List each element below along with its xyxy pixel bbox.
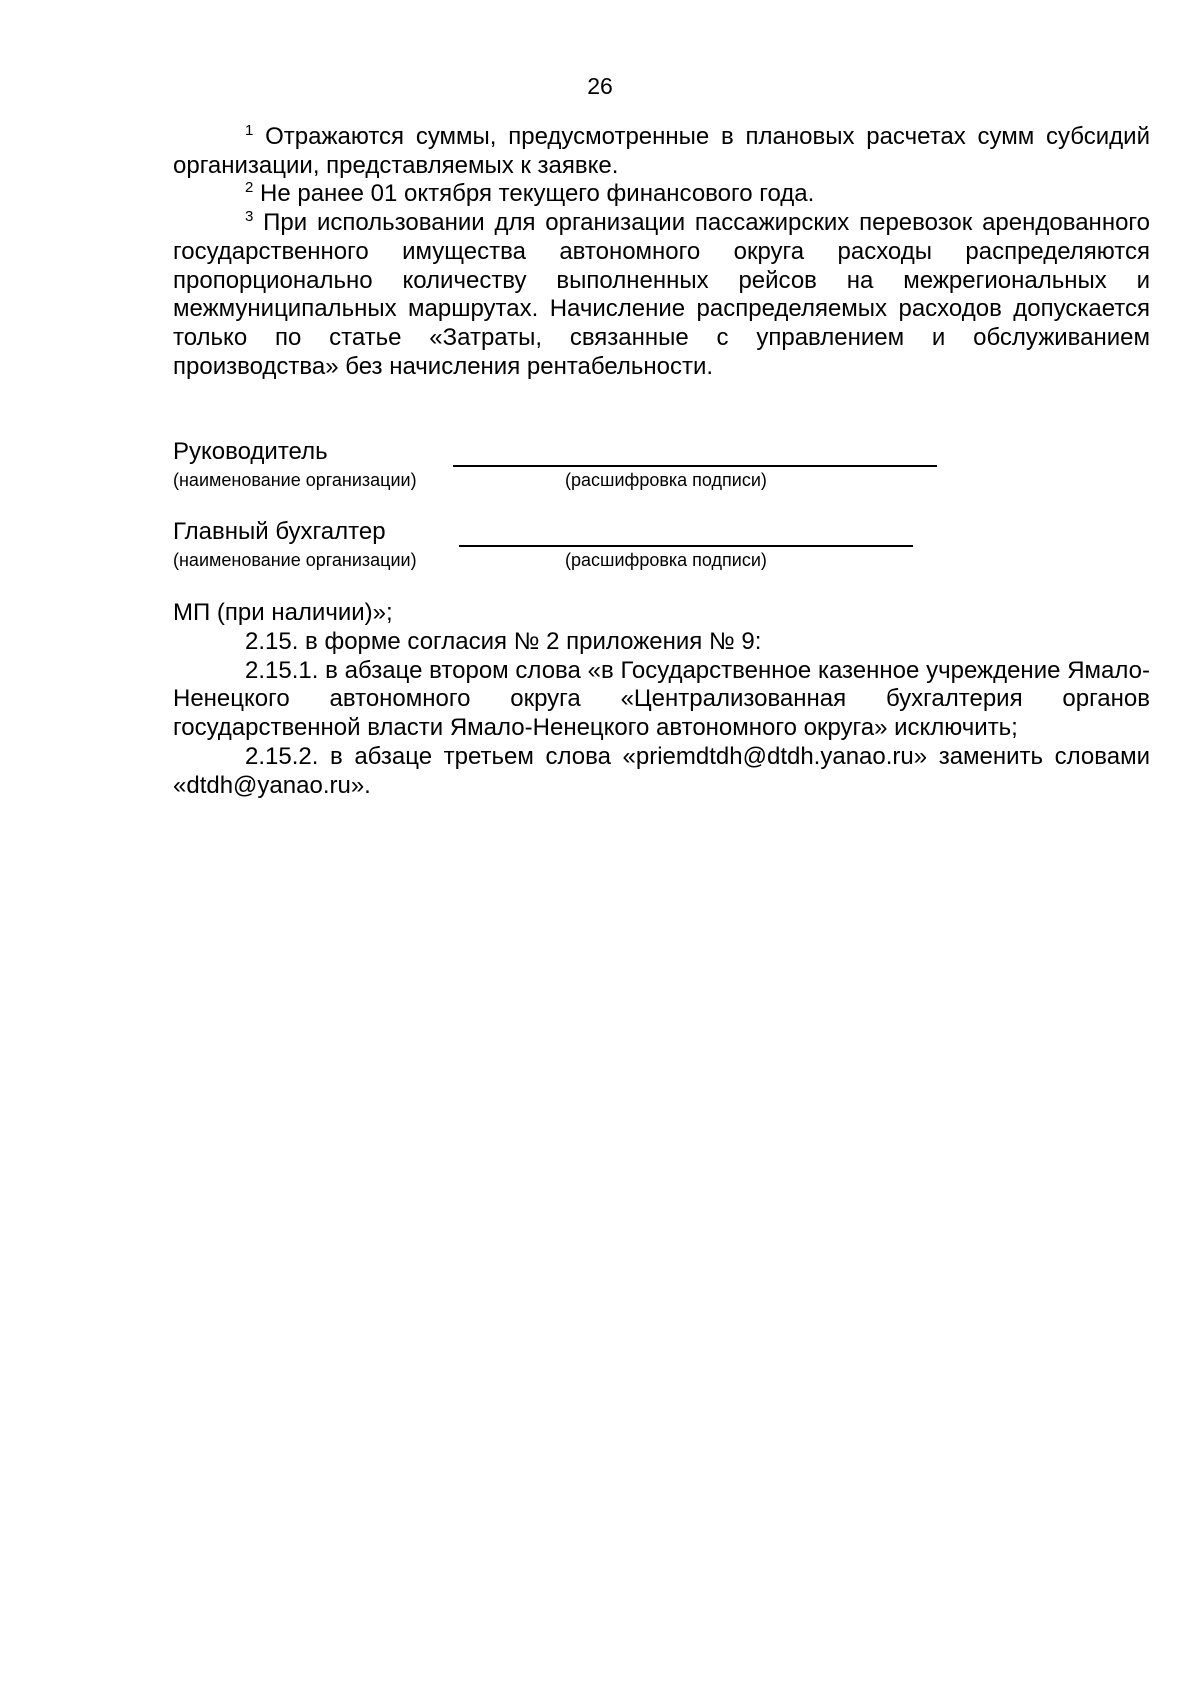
footnote-2-text: Не ранее 01 октября текущего финансового года.	[253, 180, 815, 208]
paragraph-2-15: 2.15. в форме согласия № 2 приложения № 9:	[245, 628, 762, 656]
signature-director	[173, 437, 1150, 493]
footnote-3-text: При использовании для организации пассажирских перевозок арендованного государственного имущества автономного округа расходы распределяются пропорционально количеству выполненных рейсов на межрегиональных и межмуниципальных маршрутах. Начисление распределяемых расходов допускается только по статье «Затраты, связанные с управлением и обслуживанием производства» без начисления рентабельности.	[173, 209, 1150, 380]
footnote-1	[173, 123, 1150, 180]
footnote-1-mark: 1	[245, 122, 254, 139]
footnote-2-mark: 2	[245, 179, 254, 197]
signature-director-title: Руководитель	[173, 438, 328, 466]
signature-accountant-line	[459, 545, 913, 547]
footnote-2	[173, 180, 1150, 209]
signature-accountant-caption-decode: (расшифровка подписи)	[565, 550, 767, 571]
spacer	[173, 493, 1150, 517]
footnote-3	[173, 209, 1150, 381]
signature-director-caption-decode: (расшифровка подписи)	[565, 470, 767, 491]
footnote-1-text: Отражаются суммы, предусмотренные в плановых расчетах сумм субсидий организации, представляемых к заявке.	[173, 123, 1150, 179]
paragraph-2-15-1: 2.15.1. в абзаце втором слова «в Государственное казенное учреждение Ямало-Ненецкого автономного округа «Централизованная бухгалтерия органов государственной власти Ямало-Ненецкого автономного округа» исключить;	[173, 656, 1150, 742]
signature-accountant-caption-org: (наименование организации)	[173, 550, 417, 571]
spacer	[173, 573, 1150, 599]
stamp-line: МП (при наличии)»;	[173, 599, 393, 627]
spacer	[173, 381, 1150, 437]
footnote-3-mark: 3	[245, 208, 254, 226]
page-number: 26	[587, 73, 613, 99]
signature-director-line	[453, 465, 937, 467]
signature-accountant-title: Главный бухгалтер	[173, 518, 386, 546]
document-body	[173, 123, 1150, 800]
signature-director-caption-org: (наименование организации)	[173, 470, 417, 491]
paragraph-2-15-2: 2.15.2. в абзаце третьем слова «priemdtdh@dtdh.yanao.ru» заменить словами «dtdh@yanao.ru».	[173, 742, 1150, 799]
signature-accountant	[173, 517, 1150, 573]
